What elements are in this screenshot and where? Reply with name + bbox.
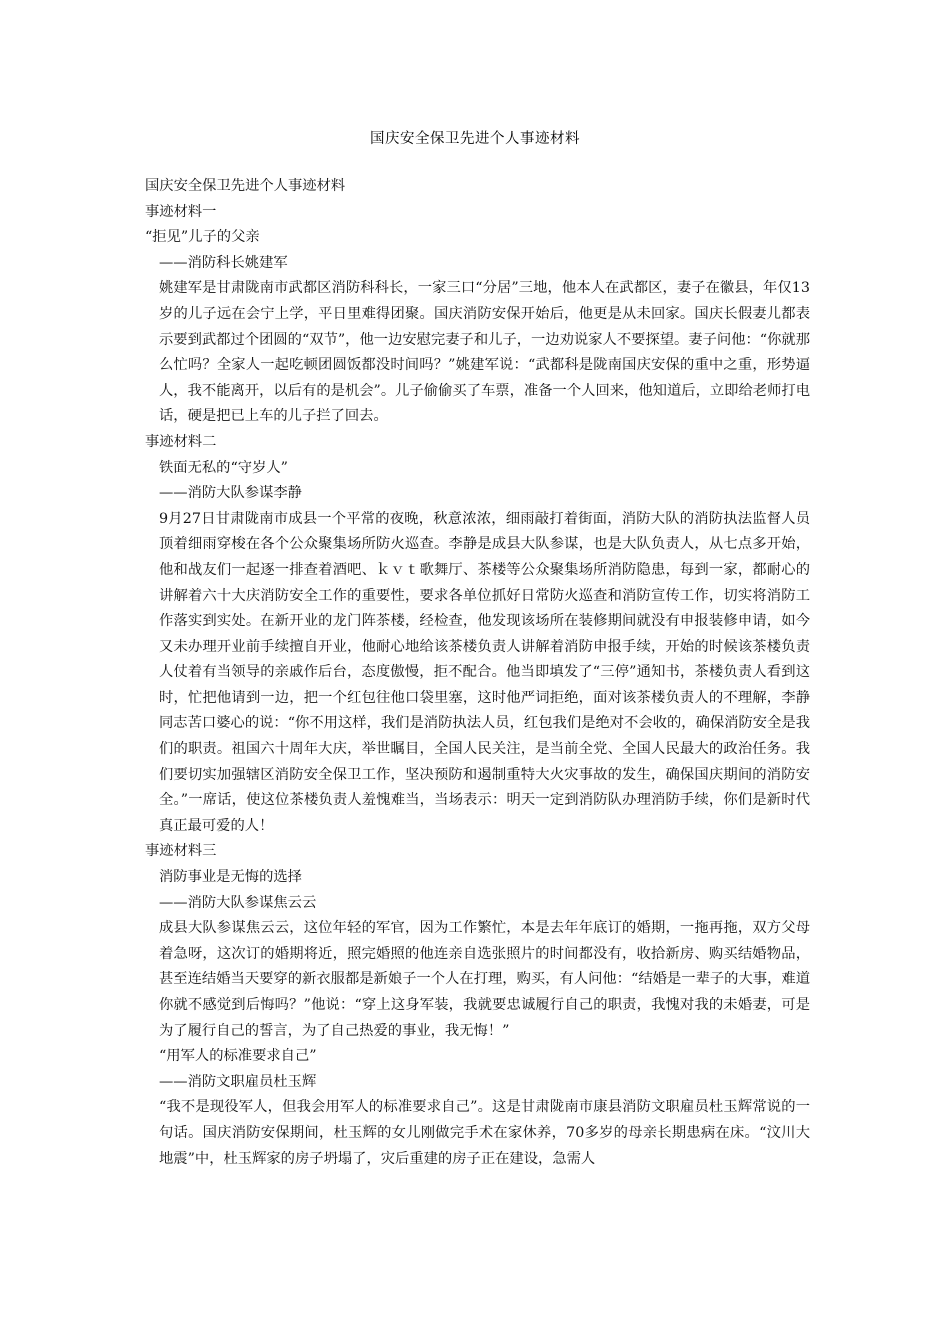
story-title-1: “拒见”儿子的父亲 xyxy=(145,229,260,246)
story-subtitle-2: ——消防大队参谋李静 xyxy=(159,485,302,502)
story-title-3: 消防事业是无悔的选择 xyxy=(159,869,302,886)
document-body xyxy=(145,174,810,1172)
story-paragraph-1: 姚建军是甘肃陇南市武都区消防科科长，一家三口“分居”三地，他本人在武都区，妻子在徽县，年仅13岁的儿子远在会宁上学，平日里难得团聚。国庆消防安保开始后，他更是从未回家。国庆长假妻儿都表示要到武都过个团圆的“双节”，他一边安慰完妻子和儿子，一边劝说家人不要探望。妻子问他：“你就那么忙吗？全家人一起吃顿团圆饭都没时间吗？”姚建军说：“武都科是陇南国庆安保的重中之重，形势逼人，我不能离开，以后有的是机会”。儿子偷偷买了车票，准备一个人回来，他知道后，立即给老师打电话，硬是把已上车的儿子拦了回去。 xyxy=(159,280,810,425)
section-heading-3: 事迹材料三 xyxy=(145,843,217,860)
story-subtitle-1: ——消防科长姚建军 xyxy=(159,254,288,271)
story-paragraph-2: 9月27日甘肃陇南市成县一个平常的夜晚，秋意浓浓，细雨敲打着街面，消防大队的消防执法监督人员顶着细雨穿梭在各个公众聚集场所防火巡查。李静是成县大队参谋，也是大队负责人，从七点多开始，他和战友们一起逐一排查着酒吧、ｋｖｔ歌舞厅、茶楼等公众聚集场所消防隐患，每到一家，都耐心的讲解着六十大庆消防安全工作的重要性，要求各单位抓好日常防火巡查和消防宣传工作，切实将消防工作落实到实处。在新开业的龙门阵茶楼，经检查，他发现该场所在装修期间就没有申报装修申请，如今又未办理开业前手续擅自开业，他耐心地给该茶楼负责人讲解着消防申报手续，开始的时候该茶楼负责人仗着有当领导的亲戚作后台，态度傲慢，拒不配合。他当即填发了“三停”通知书，茶楼负责人看到这时，忙把他请到一边，把一个红包往他口袋里塞，这时他严词拒绝，面对该茶楼负责人的不理解，李静同志苦口婆心的说：“你不用这样，我们是消防执法人员，红包我们是绝对不会收的，确保消防安全是我们的职责。祖国六十周年大庆，举世瞩目，全国人民关注，是当前全党、全国人民最大的政治任务。我们要切实加强辖区消防安全保卫工作，坚决预防和遏制重特大火灾事故的发生，确保国庆期间的消防安全。”一席话，使这位茶楼负责人羞愧难当，当场表示：明天一定到消防队办理消防手续，你们是新时代真正最可爱的人！ xyxy=(159,510,810,834)
story-subtitle-4: ——消防文职雇员杜玉辉 xyxy=(159,1073,317,1090)
section-heading-1: 事迹材料一 xyxy=(145,203,217,220)
body-heading: 国庆安全保卫先进个人事迹材料 xyxy=(145,178,346,194)
document-title: 国庆安全保卫先进个人事迹材料 xyxy=(370,131,580,147)
section-heading-2: 事迹材料二 xyxy=(145,433,217,450)
story-paragraph-4: “我不是现役军人，但我会用军人的标准要求自己”。这是甘肃陇南市康县消防文职雇员杜玉辉常说的一句话。国庆消防安保期间，杜玉辉的女儿刚做完手术在家休养，70多岁的母亲长期患病在床。“汶川大地震”中，杜玉辉家的房子坍塌了，灾后重建的房子正在建设，急需人 xyxy=(159,1099,810,1167)
story-title-4: “用军人的标准要求自己” xyxy=(159,1048,317,1065)
story-paragraph-3: 成县大队参谋焦云云，这位年轻的军官，因为工作繁忙，本是去年年底订的婚期，一拖再拖，双方父母着急呀，这次订的婚期将近，照完婚照的他连亲自选张照片的时间都没有，收拾新房、购买结婚物品，甚至连结婚当天要穿的新衣服都是新娘子一个人在打理，购买，有人问他：“结婚是一辈子的大事，难道你就不感觉到后悔吗？”他说：“穿上这身军装，我就要忠诚履行自己的职责，我愧对我的未婚妻，可是为了履行自己的誓言，为了自己热爱的事业，我无悔！” xyxy=(159,920,810,1039)
story-subtitle-3: ——消防大队参谋焦云云 xyxy=(159,894,317,911)
story-title-2: 铁面无私的“守岁人” xyxy=(159,459,288,476)
